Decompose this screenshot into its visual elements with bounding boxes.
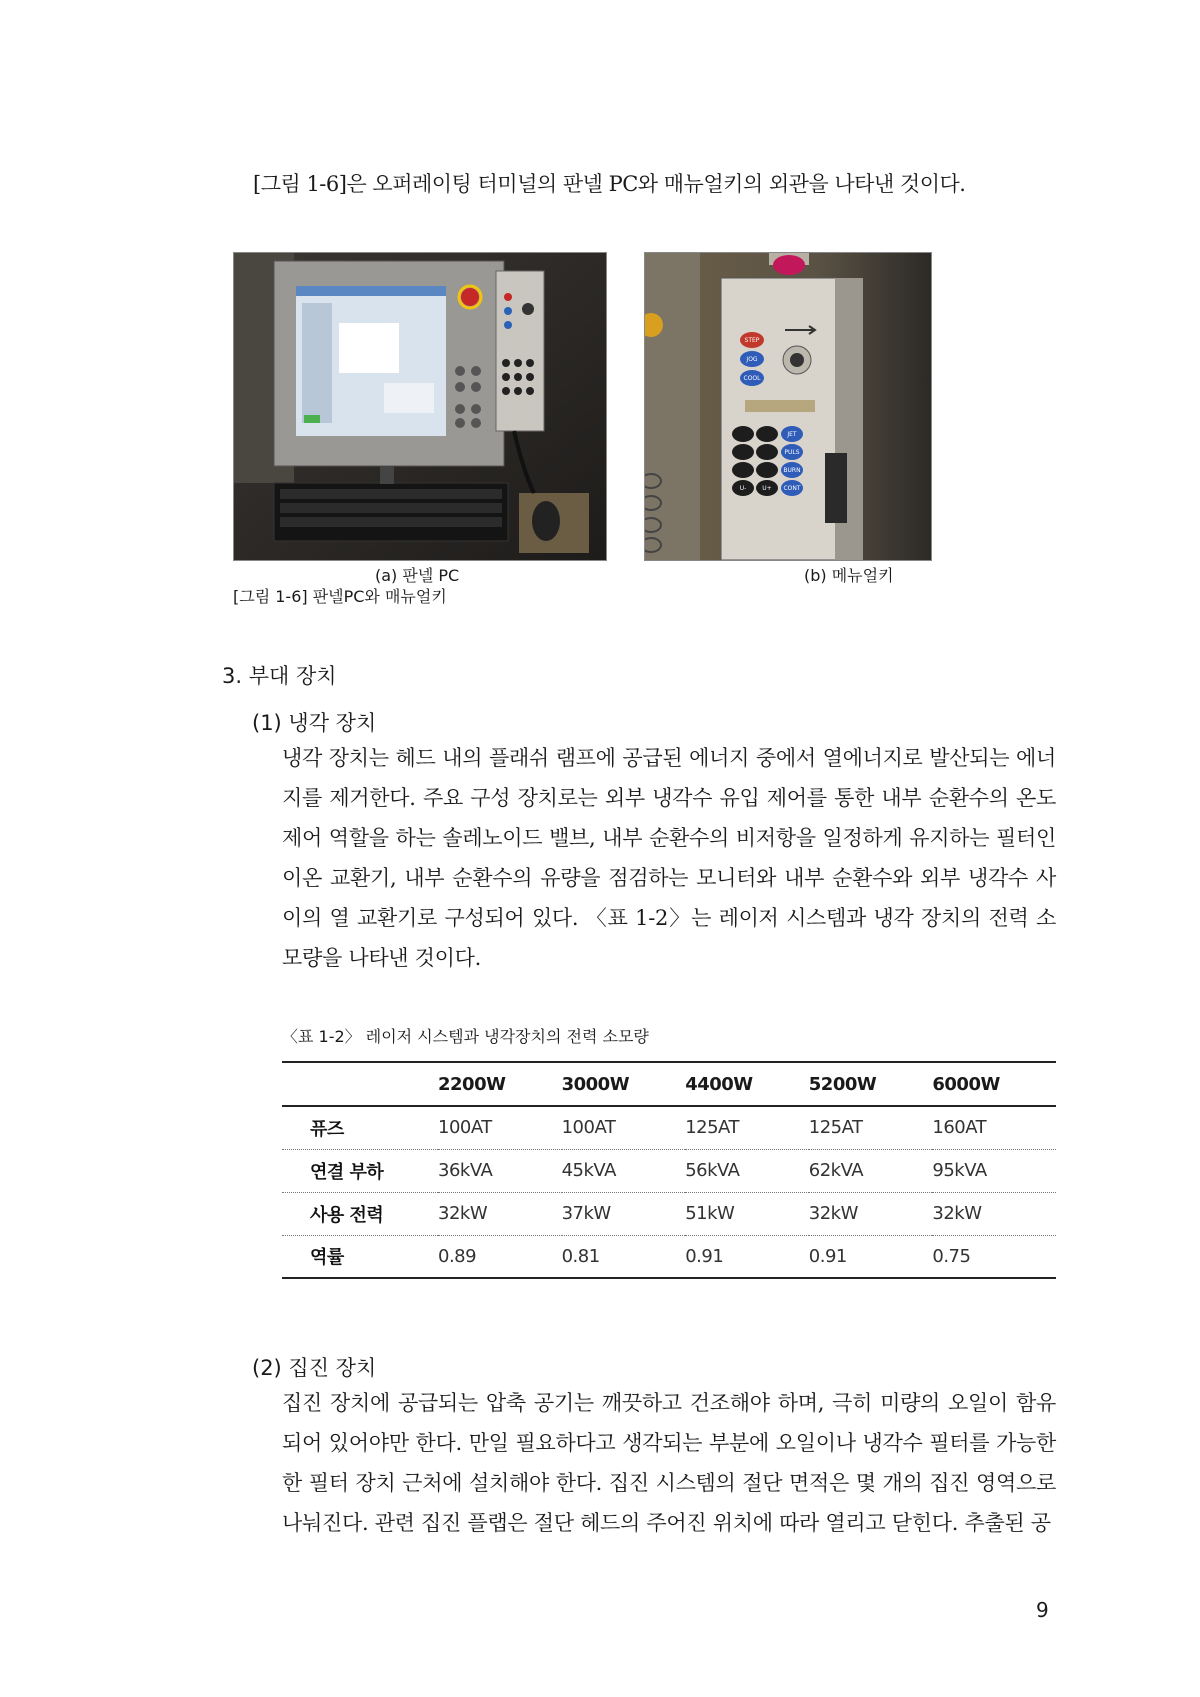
intro-sentence: [그림 1-6]은 오퍼레이팅 터미널의 판넬 PC와 매뉴얼키의 외관을 나타낸 것이다.	[253, 172, 966, 196]
u-minus-key-label: U-	[739, 485, 747, 492]
row-label: 연결 부하	[310, 1161, 384, 1183]
row-label: 역률	[310, 1247, 344, 1269]
table-row	[282, 1106, 1056, 1149]
step-key-label: STEP	[744, 337, 760, 344]
table-row	[282, 1235, 1056, 1278]
figure-caption: [그림 1-6] 판넬PC와 매뉴얼키	[233, 587, 447, 606]
table-cell: 100AT	[438, 1117, 492, 1139]
table-cell: 0.89	[438, 1245, 477, 1267]
table-header-cell	[282, 1062, 438, 1106]
table-cell: 51kW	[685, 1203, 735, 1224]
table-header-cell: 6000W	[932, 1073, 1000, 1095]
dust-collector-heading: (2) 집진 장치	[252, 1356, 377, 1380]
table-cell: 36kVA	[438, 1160, 493, 1181]
table-cell: 32kW	[808, 1203, 858, 1224]
table-cell: 125AT	[685, 1117, 739, 1139]
section-title: 3. 부대 장치	[222, 664, 337, 688]
panel-pc-photo	[233, 252, 607, 561]
table-caption: 〈표 1-2〉 레이저 시스템과 냉각장치의 전력 소모량	[282, 1027, 649, 1046]
table-cell: 37kW	[561, 1203, 611, 1224]
page-number: 9	[1036, 1598, 1049, 1622]
table-cell: 32kW	[932, 1203, 982, 1224]
table-cell: 32kW	[438, 1203, 488, 1224]
table-cell: 45kVA	[561, 1160, 616, 1181]
burn-key-label: BURN	[783, 467, 801, 474]
row-label: 퓨즈	[310, 1118, 344, 1140]
table-header-cell: 2200W	[438, 1073, 506, 1095]
table-cell: 0.91	[685, 1245, 724, 1267]
figure-a-caption: (a) 판넬 PC	[375, 566, 460, 585]
table-cell: 0.91	[808, 1245, 847, 1267]
table-cell: 0.81	[561, 1245, 600, 1267]
figure-b-caption: (b) 메뉴얼키	[804, 566, 894, 585]
table-header-row	[282, 1062, 1056, 1106]
table-header-cell: 5200W	[808, 1073, 877, 1095]
table-cell: 95kVA	[932, 1160, 987, 1181]
table-cell: 125AT	[808, 1117, 863, 1139]
jet-key-label: JET	[787, 431, 797, 438]
table-cell: 160AT	[932, 1117, 987, 1139]
cooling-paragraph: 냉각 장치는 헤드 내의 플래쉬 램프에 공급된 에너지 중에서 열에너지로 발산되는 에너지를 제거한다. 주요 구성 장치로는 외부 냉각수 유입 제어를 통한 내부 순환수의 온도 제어 역할을 하는 솔레노이드 밸브, 내부 순환수의 비저항을 일정하게 유지하는 필터인 이온 교환기, 내부 순환수의 유량을 점검하는 모니터와 내부 순환수와 외부 냉각수 사이의 열 교환기로 구성되어 있다. 〈표 1-2〉는 레이저 시스템과 냉각 장치의 전력 소모량을 나타낸 것이다.	[282, 746, 1056, 970]
power-consumption-table	[282, 1061, 1056, 1279]
row-label: 사용 전력	[310, 1204, 384, 1226]
u-plus-key-label: U+	[762, 485, 772, 492]
table-cell: 0.75	[932, 1245, 971, 1267]
table-row	[282, 1192, 1056, 1235]
table-header-cell: 3000W	[561, 1073, 630, 1095]
cont-key-label: CONT	[783, 485, 801, 492]
table-cell: 62kVA	[808, 1160, 864, 1181]
table-row	[282, 1149, 1056, 1192]
puls-key-label: PULS	[784, 449, 800, 456]
cooling-heading: (1) 냉각 장치	[252, 711, 377, 735]
manual-key-photo	[644, 252, 932, 561]
table-cell: 56kVA	[685, 1160, 740, 1181]
dust-collector-paragraph: 집진 장치에 공급되는 압축 공기는 깨끗하고 건조해야 하며, 극히 미량의 오일이 함유되어 있어야만 한다. 만일 필요하다고 생각되는 부분에 오일이나 냉각수 필터를 가능한 한 필터 장치 근처에 설치해야 한다. 집진 시스템의 절단 면적은 몇 개의 집진 영역으로 나눠진다. 관련 집진 플랩은 절단 헤드의 주어진 위치에 따라 열리고 닫힌다. 추출된 공	[282, 1391, 1056, 1535]
jog-key-label: JOG	[746, 356, 758, 363]
table-cell: 100AT	[561, 1117, 616, 1139]
cool-key-label: COOL	[743, 375, 761, 382]
table-header-cell: 4400W	[685, 1073, 753, 1095]
